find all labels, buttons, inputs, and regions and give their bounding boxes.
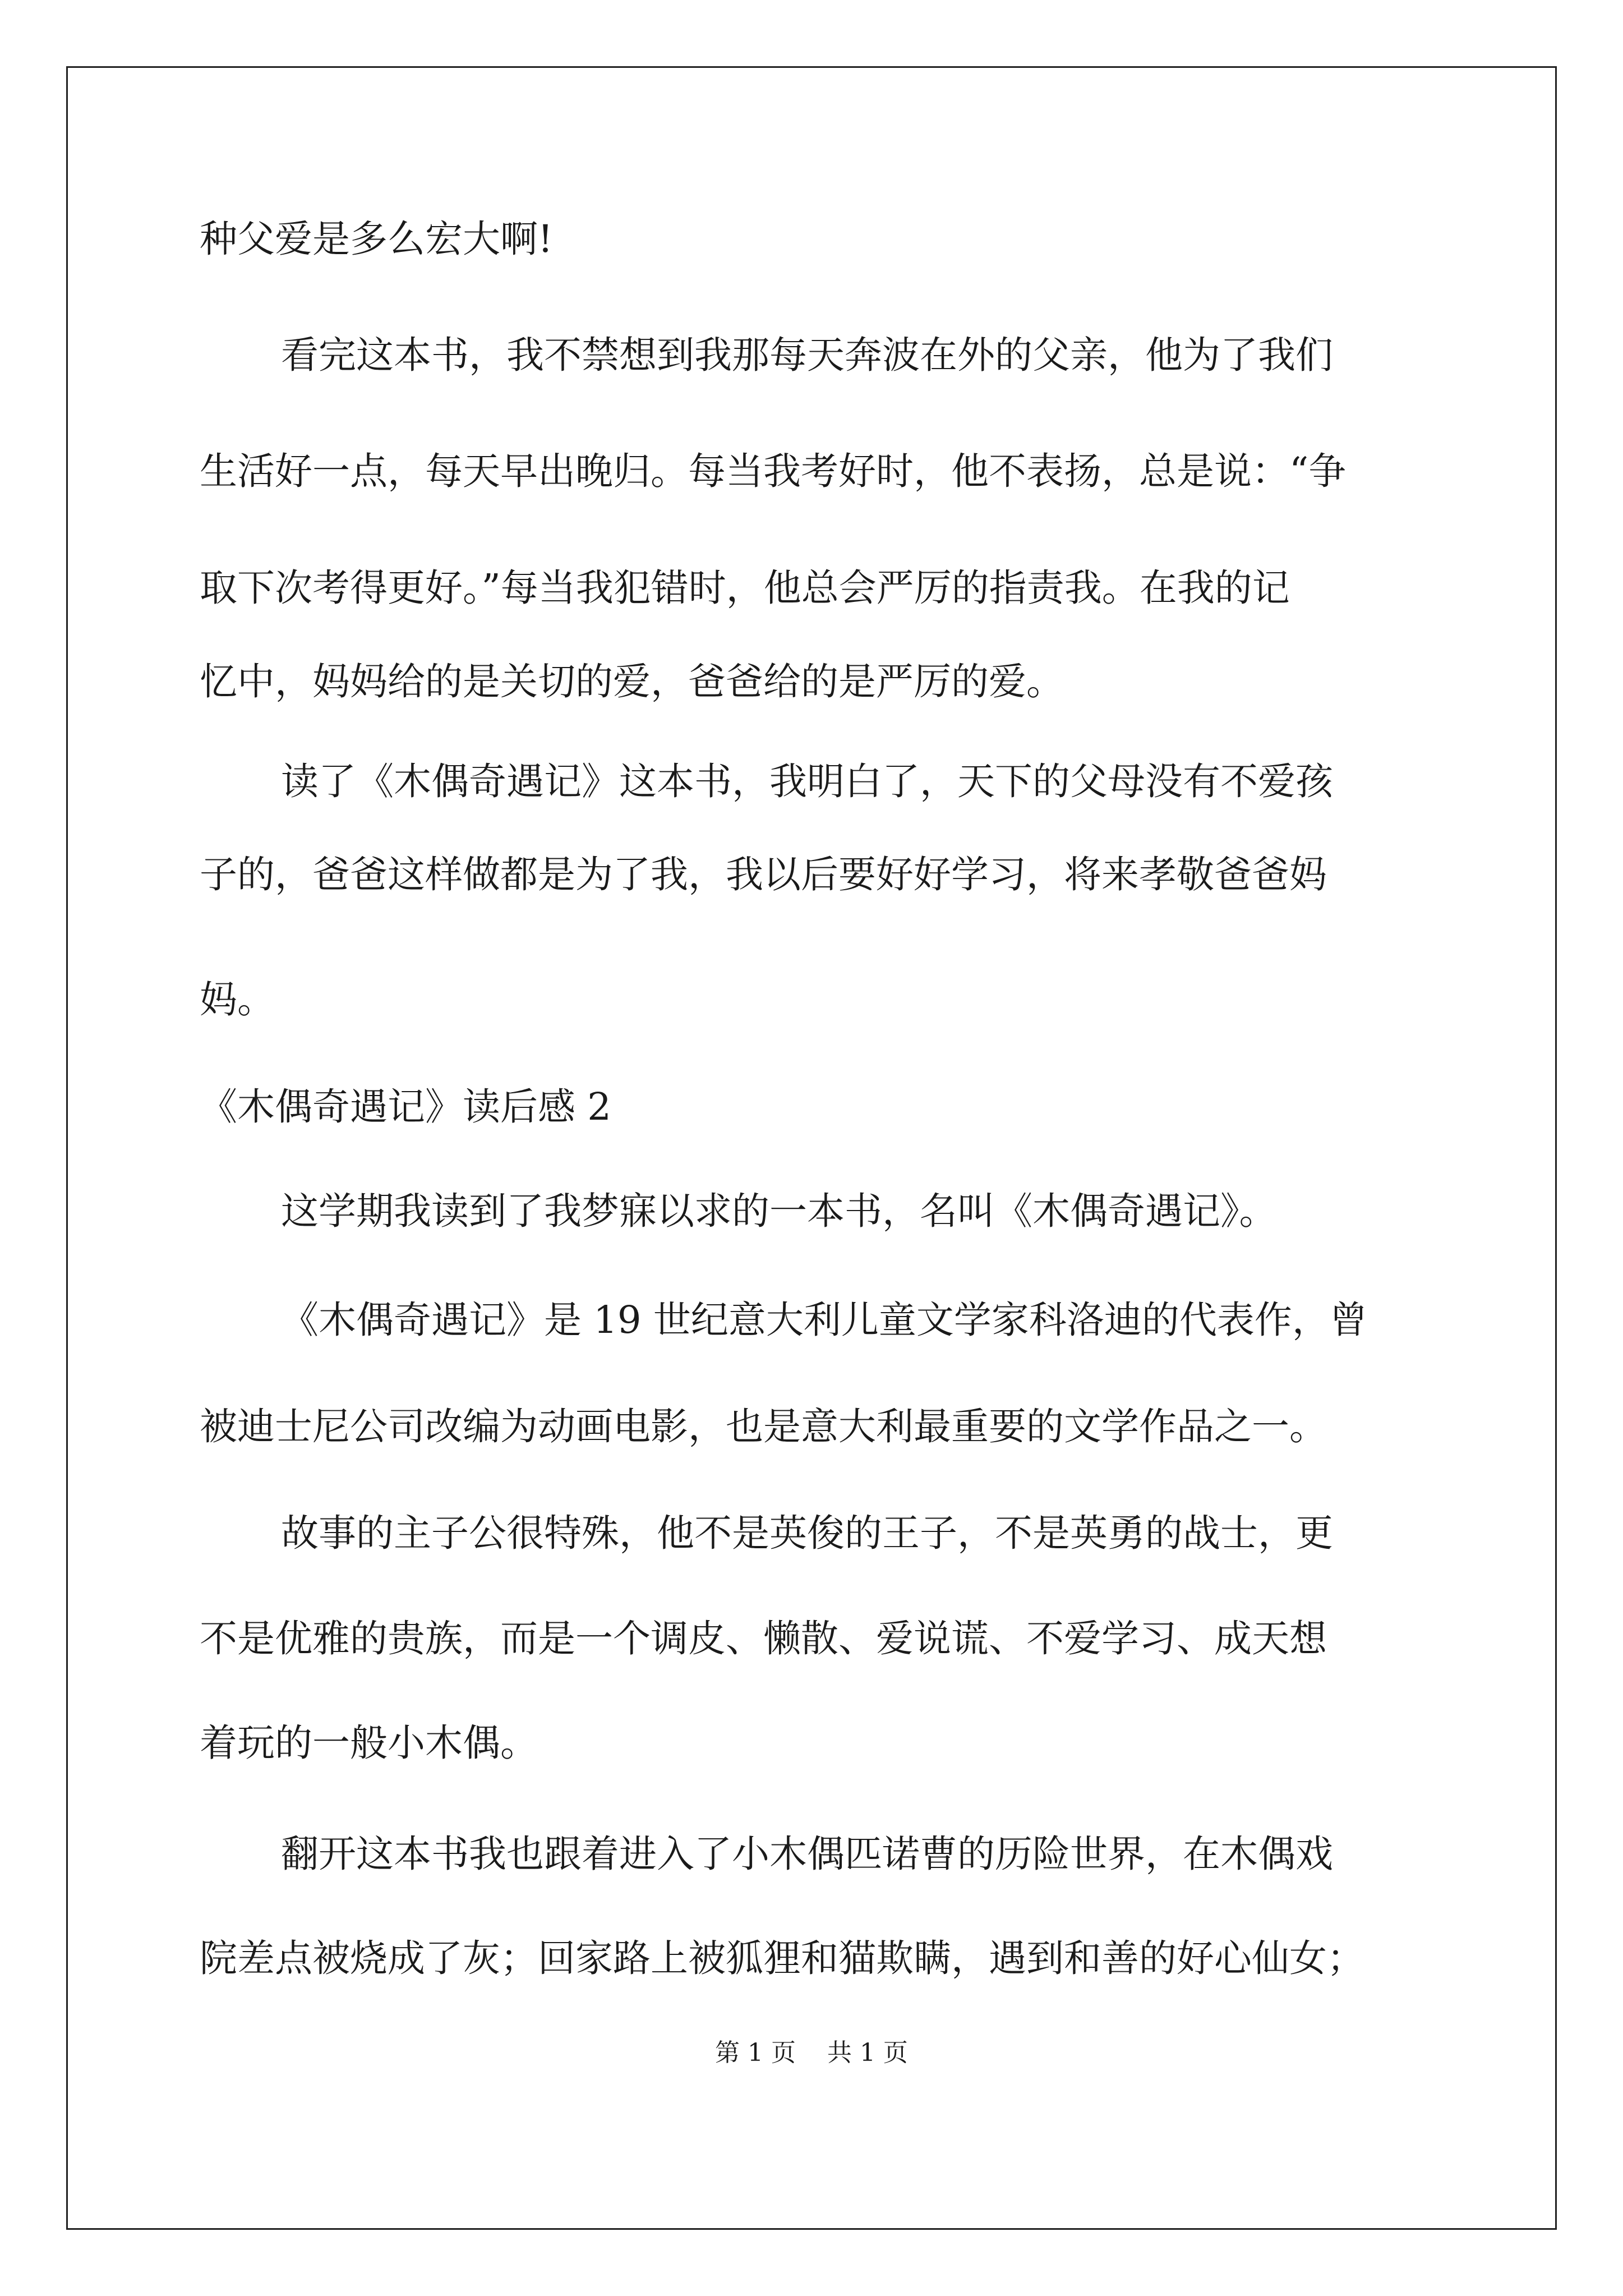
- text-line: 忆中，妈妈给的是关切的爱，爸爸给的是严厉的爱。: [200, 660, 1064, 703]
- text-line: 这学期我读到了我梦寐以求的一本书，名叫《木偶奇遇记》。: [281, 1189, 1277, 1233]
- section-heading: 《木偶奇遇记》读后感 2: [200, 1085, 611, 1129]
- text-line: 故事的主子公很特殊，他不是英俊的王子，不是英勇的战士，更: [281, 1511, 1333, 1555]
- text-line: 翻开这本书我也跟着进入了小木偶匹诺曹的历险世界，在木偶戏: [281, 1832, 1333, 1876]
- page-number-footer: 第 1 页 共 1 页: [715, 2039, 908, 2067]
- text-line: 院差点被烧成了灰；回家路上被狐狸和猫欺瞒，遇到和善的好心仙女；: [200, 1936, 1364, 1980]
- text-line: 妈。: [200, 978, 275, 1022]
- page-border: [66, 66, 1557, 2230]
- text-line: 看完这本书，我不禁想到我那每天奔波在外的父亲，他为了我们: [281, 333, 1333, 377]
- text-line: 着玩的一般小木偶。: [200, 1721, 538, 1765]
- text-line: 《木偶奇遇记》是 19 世纪意大利儿童文学家科洛迪的代表作，曾: [281, 1298, 1367, 1342]
- text-line: 子的，爸爸这样做都是为了我，我以后要好好学习，将来孝敬爸爸妈: [200, 853, 1327, 896]
- text-line: 取下次考得更好。”每当我犯错时，他总会严厉的指责我。在我的记: [200, 566, 1290, 610]
- text-line: 被迪士尼公司改编为动画电影，也是意大利最重要的文学作品之一。: [200, 1405, 1327, 1448]
- text-line: 种父爱是多么宏大啊!: [200, 217, 553, 261]
- text-line: 不是优雅的贵族，而是一个调皮、懒散、爱说谎、不爱学习、成天想: [200, 1617, 1327, 1660]
- text-line: 生活好一点，每天早出晚归。每当我考好时，他不表扬，总是说：“争: [200, 449, 1347, 493]
- text-line: 读了《木偶奇遇记》这本书，我明白了，天下的父母没有不爱孩: [281, 760, 1333, 803]
